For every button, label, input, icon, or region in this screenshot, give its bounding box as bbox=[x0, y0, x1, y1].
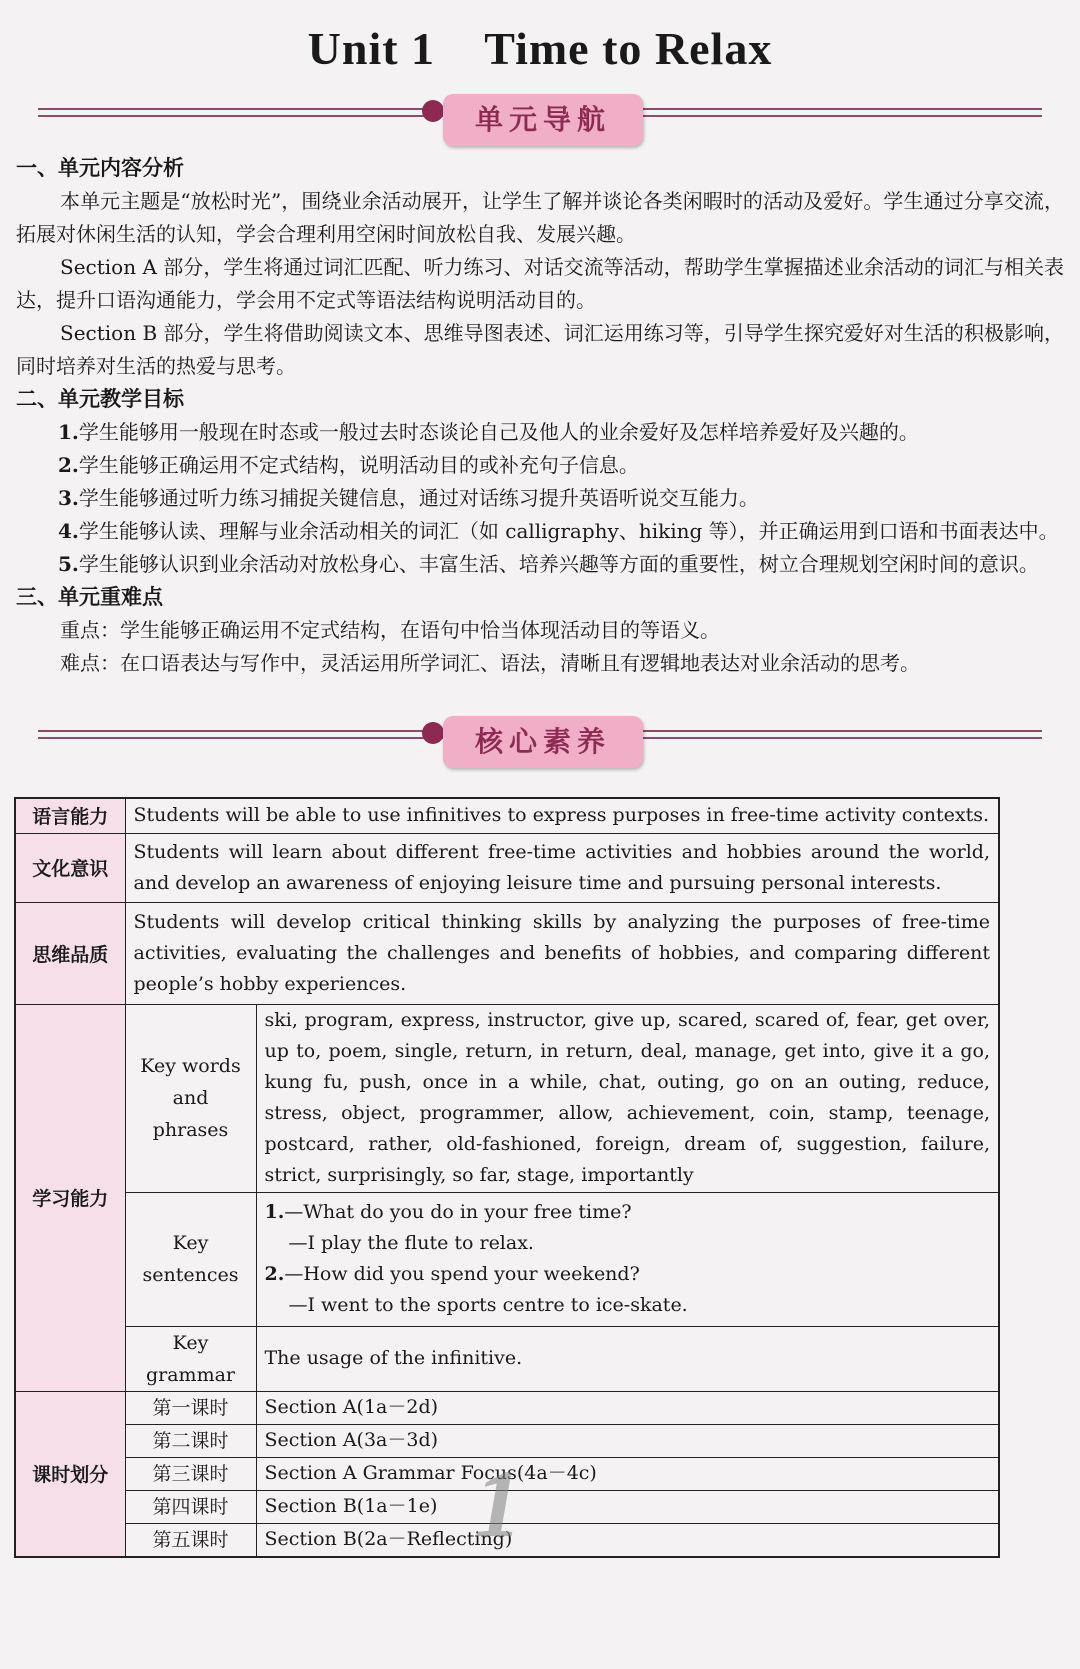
lesson-content: Section A(3a－3d) bbox=[256, 1424, 999, 1457]
key-grammar-text: The usage of the infinitive. bbox=[256, 1326, 999, 1391]
core-literacy-table bbox=[14, 797, 1000, 1558]
table-row bbox=[15, 1192, 999, 1326]
lesson-content: Section A Grammar Focus(4a－4c) bbox=[256, 1457, 999, 1490]
lesson-name: 第一课时 bbox=[125, 1391, 256, 1424]
language-text: Students will be able to use infinitives to express purposes in free-time activity contexts. bbox=[125, 798, 999, 833]
table-row bbox=[15, 1391, 999, 1424]
unit-navigation-label: 单元导航 bbox=[443, 94, 643, 146]
table-row bbox=[15, 798, 999, 833]
difficult-point: 难点：在口语表达与写作中，灵活运用所学词汇、语法，清晰且有逻辑地表达对业余活动的思考。 bbox=[60, 651, 920, 675]
learning-label: 学习能力 bbox=[15, 1004, 125, 1391]
table-row bbox=[15, 1326, 999, 1391]
key-grammar-label: Key grammar bbox=[125, 1326, 256, 1391]
core-literacy-label: 核心素养 bbox=[443, 716, 643, 768]
analysis-paragraph: Section A 部分，学生将通过词汇匹配、听力练习、对话交流等活动，帮助学生掌握描述业余活动的词汇与相关表达，提升口语沟通能力，学会用不定式等语法结构说明活动目的。 bbox=[16, 255, 1064, 312]
culture-label: 文化意识 bbox=[15, 833, 125, 902]
goal-item: 4.学生能够认读、理解与业余活动相关的词汇（如 calligraphy、hiking 等），并正确运用到口语和书面表达中。 bbox=[58, 519, 1059, 543]
goals-heading: 二、单元教学目标 bbox=[16, 387, 184, 411]
lesson-content: Section B(2a－Reflecting) bbox=[256, 1523, 999, 1557]
difficulties-heading: 三、单元重难点 bbox=[16, 585, 163, 609]
language-label: 语言能力 bbox=[15, 798, 125, 833]
analysis-paragraph: Section B 部分，学生将借助阅读文本、思维导图表述、词汇运用练习等，引导学生探究爱好对生活的积极影响，同时培养对生活的热爱与思考。 bbox=[16, 321, 1064, 378]
goal-item: 2.学生能够正确运用不定式结构，说明活动目的或补充句子信息。 bbox=[58, 453, 639, 477]
lesson-name: 第三课时 bbox=[125, 1457, 256, 1490]
analysis-heading: 一、单元内容分析 bbox=[16, 156, 184, 180]
key-sentences-label: Key sentences bbox=[125, 1192, 256, 1326]
lesson-name: 第五课时 bbox=[125, 1523, 256, 1557]
banner-dot bbox=[422, 722, 444, 744]
sentence-answer: —I play the flute to relax. bbox=[288, 1232, 534, 1254]
analysis-paragraph: 本单元主题是“放松时光”，围绕业余活动展开，让学生了解并谈论各类闲暇时的活动及爱好。学生通过分享交流，拓展对休闲生活的认知，学会合理利用空闲时间放松自我、发展兴趣。 bbox=[16, 189, 1064, 246]
page-title: Unit 1 Time to Relax bbox=[307, 23, 773, 74]
table-row bbox=[15, 1004, 999, 1192]
lesson-name: 第二课时 bbox=[125, 1424, 256, 1457]
lesson-content: Section B(1a－1e) bbox=[256, 1490, 999, 1523]
goal-item: 5.学生能够认识到业余活动对放松身心、丰富生活、培养兴趣等方面的重要性，树立合理规划空闲时间的意识。 bbox=[58, 552, 1039, 576]
lesson-name: 第四课时 bbox=[125, 1490, 256, 1523]
key-words-text: ski, program, express, instructor, give up, scared, scared of, fear, get over, up to, poem, single, return, in return, deal, manage, get into, give it a go, kung fu, push, once in a while, chat, outing, go on an outing, reduce, stress, object, programmer, allow, achievement, coin, stamp, teenage, postcard, rather, old-fashioned, foreign, dream of, suggestion, failure, strict, surprisingly, so far, stage, importantly bbox=[256, 1004, 999, 1192]
unit-navigation-banner bbox=[38, 94, 1042, 146]
key-sentences-text bbox=[256, 1192, 999, 1326]
banner-dot bbox=[422, 100, 444, 122]
table-row bbox=[15, 833, 999, 902]
unit-navigation-content bbox=[16, 152, 1064, 680]
lesson-content: Section A(1a－2d) bbox=[256, 1391, 999, 1424]
table-row bbox=[15, 902, 999, 1004]
schedule-label: 课时划分 bbox=[15, 1391, 125, 1557]
key-point: 重点：学生能够正确运用不定式结构，在语句中恰当体现活动目的等语义。 bbox=[60, 618, 720, 642]
core-literacy-banner bbox=[38, 716, 1042, 768]
culture-text: Students will learn about different free-time activities and hobbies around the world, and develop an awareness of enjoying leisure time and pursuing personal interests. bbox=[125, 833, 999, 902]
thinking-text: Students will develop critical thinking skills by analyzing the purposes of free-time activities, evaluating the challenges and benefits of hobbies, and comparing different people’s hobby experiences. bbox=[125, 902, 999, 1004]
goal-item: 3.学生能够通过听力练习捕捉关键信息，通过对话练习提升英语听说交互能力。 bbox=[58, 486, 759, 510]
sentence-question: 2.—How did you spend your weekend? bbox=[264, 1263, 640, 1285]
sentence-answer: —I went to the sports centre to ice-skate. bbox=[288, 1294, 688, 1316]
key-words-label: Key words and phrases bbox=[125, 1004, 256, 1192]
thinking-label: 思维品质 bbox=[15, 902, 125, 1004]
page-number: 1 bbox=[474, 1450, 522, 1557]
sentence-question: 1.—What do you do in your free time? bbox=[264, 1201, 632, 1223]
goal-item: 1.学生能够用一般现在时态或一般过去时态谈论自己及他人的业余爱好及怎样培养爱好及兴趣的。 bbox=[58, 420, 919, 444]
